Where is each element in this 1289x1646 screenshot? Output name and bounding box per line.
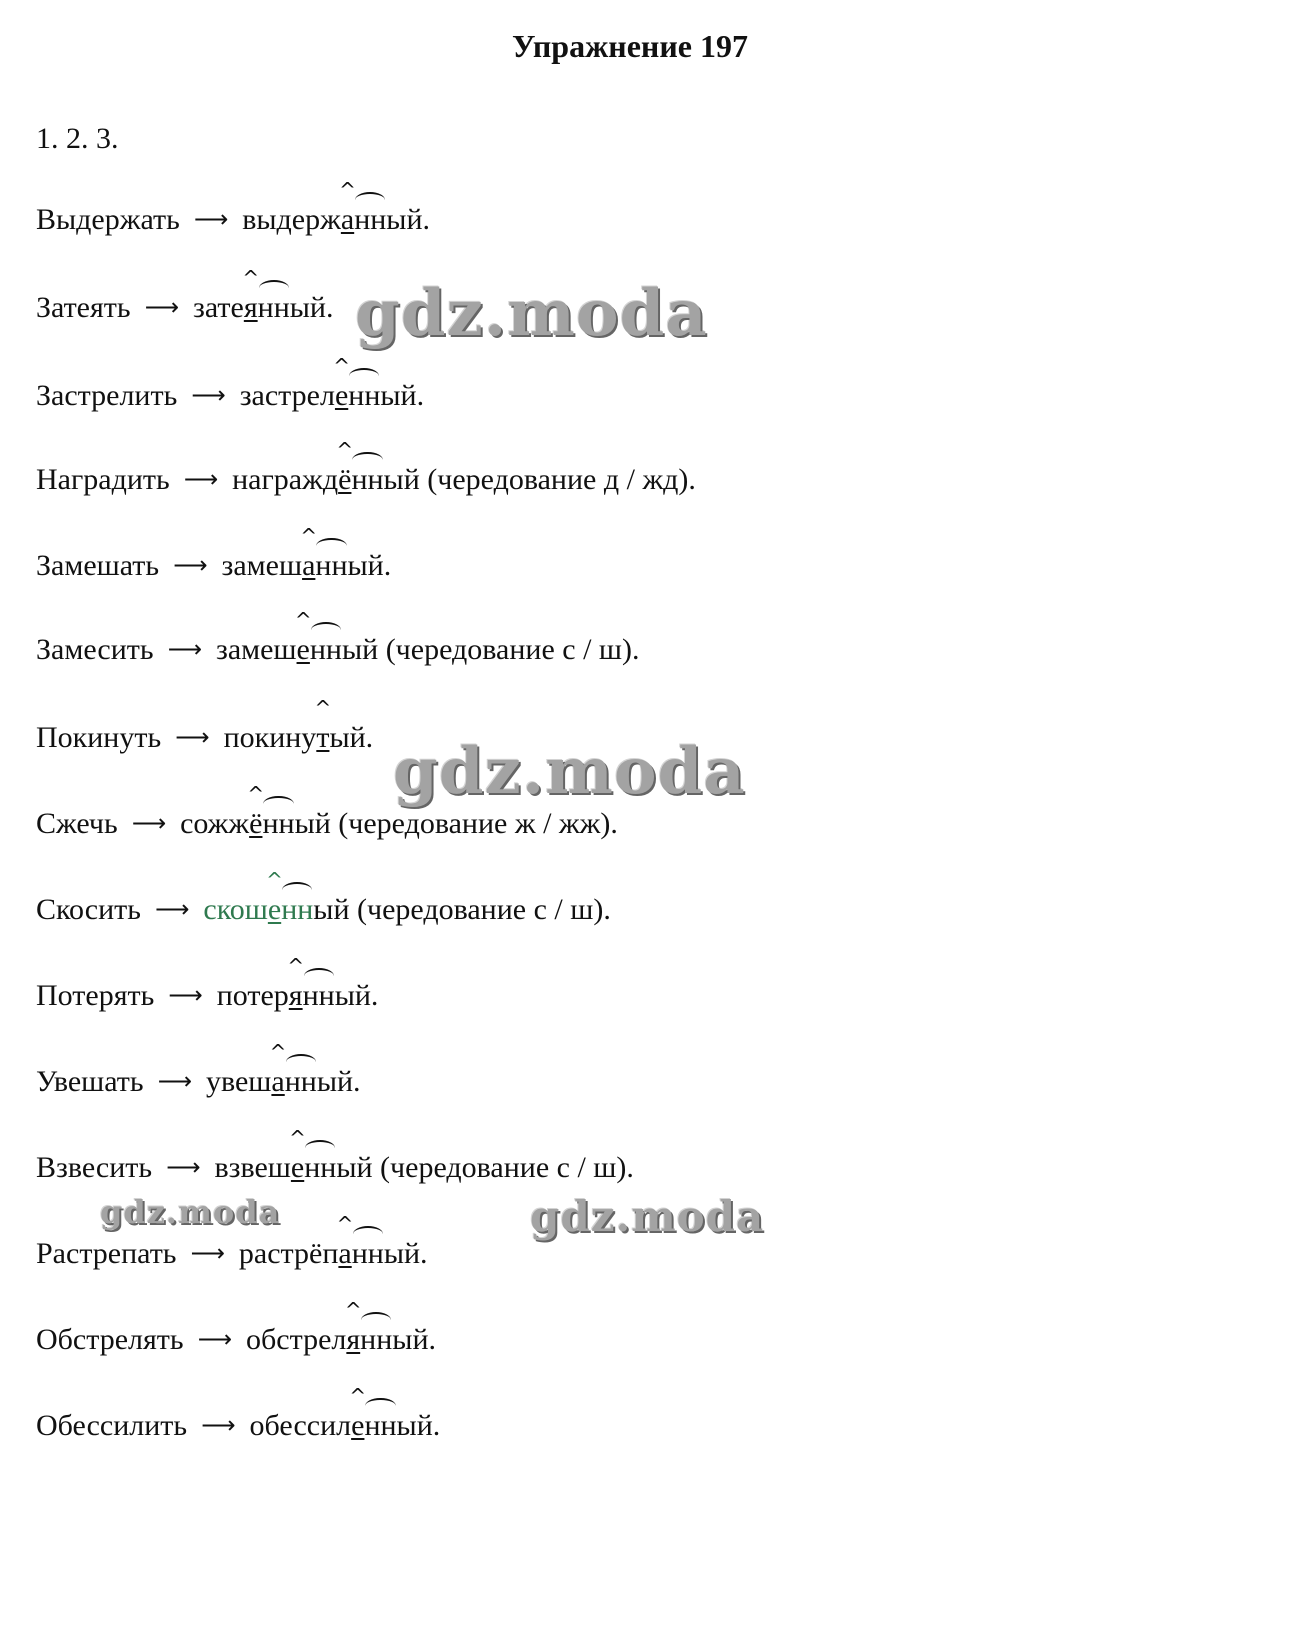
arrow-right-icon: ⟶ bbox=[168, 981, 203, 1009]
participle-ending-note: ый. bbox=[329, 721, 374, 754]
participle-word bbox=[232, 438, 384, 498]
arrow-right-icon: ⟶ bbox=[131, 809, 167, 837]
participle-word bbox=[216, 954, 335, 1014]
suffix-caret-icon: ^ bbox=[349, 1384, 367, 1408]
infinitive-verb: Наградить bbox=[36, 463, 170, 496]
infinitive-verb: Замесить bbox=[36, 633, 154, 666]
participle-suffix: нн bbox=[351, 1237, 384, 1270]
suffix-caret-icon: ^ bbox=[247, 782, 265, 806]
suffix-vowel-letter: я bbox=[288, 979, 303, 1012]
task-numbers: 1. 2. 3. bbox=[36, 122, 119, 155]
participle-suffix: нн bbox=[302, 979, 335, 1012]
infinitive-verb: Застрелить bbox=[36, 379, 178, 412]
arrow-right-icon: ⟶ bbox=[144, 293, 179, 321]
participle-word bbox=[214, 1126, 337, 1186]
suffix-vowel-letter: ё bbox=[338, 463, 352, 496]
participle-stem: сожж bbox=[180, 807, 250, 840]
suffix-caret-icon: ^ bbox=[242, 266, 260, 290]
suffix-vowel bbox=[269, 1040, 287, 1100]
suffix-caret-icon: ^ bbox=[333, 354, 350, 378]
participle-ending-note: ый. bbox=[316, 1065, 361, 1098]
suffix-caret-icon: ^ bbox=[344, 1298, 362, 1322]
participle-suffix: нн bbox=[364, 1409, 397, 1442]
participle-ending-note: ый. bbox=[380, 379, 425, 412]
arrow-right-icon: ⟶ bbox=[183, 465, 219, 493]
list-item bbox=[36, 954, 379, 1015]
participle-ending-note: ый. bbox=[386, 203, 431, 236]
suffix-vowel bbox=[336, 438, 354, 498]
list-item bbox=[36, 782, 618, 843]
participle-ending-note: ый (чередование д / жд). bbox=[383, 463, 696, 496]
suffix-vowel bbox=[266, 868, 283, 928]
list-item bbox=[36, 178, 431, 239]
suffix-caret-icon: ^ bbox=[300, 524, 318, 548]
arrow-right-icon: ⟶ bbox=[197, 1325, 233, 1353]
participle-suffix: нн bbox=[281, 893, 314, 926]
suffix-vowel bbox=[247, 782, 265, 842]
suffix-caret-icon: ^ bbox=[314, 696, 332, 720]
participle-word bbox=[221, 524, 348, 584]
suffix-vowel-letter: ё bbox=[249, 807, 263, 840]
infinitive-verb: Замешать bbox=[36, 549, 160, 582]
participle-stem: замеш bbox=[215, 633, 297, 666]
exercise-title: Упражнение 197 bbox=[511, 28, 748, 64]
participle-ending-note: ый. bbox=[334, 979, 379, 1012]
arrow-right-icon: ⟶ bbox=[154, 895, 190, 923]
participle-stem: потер bbox=[216, 979, 289, 1012]
participle-ending-note: ый. bbox=[289, 291, 334, 324]
watermark-logo: gdz.moda bbox=[100, 1193, 281, 1231]
participle-suffix: нн bbox=[315, 549, 348, 582]
participle-word bbox=[238, 1212, 384, 1272]
list-item bbox=[36, 868, 611, 929]
suffix-vowel bbox=[314, 696, 332, 756]
infinitive-verb: Обстрелять bbox=[36, 1323, 184, 1356]
suffix-caret-icon: ^ bbox=[336, 1212, 354, 1236]
infinitive-verb: Взвесить bbox=[36, 1151, 153, 1184]
suffix-vowel bbox=[336, 1212, 354, 1272]
participle-word bbox=[203, 868, 314, 928]
infinitive-verb: Увешать bbox=[36, 1065, 144, 1098]
list-item bbox=[36, 266, 334, 327]
infinitive-verb: Выдержать bbox=[36, 203, 180, 236]
participle-word bbox=[215, 608, 342, 668]
infinitive-verb: Сжечь bbox=[36, 807, 118, 840]
participle-ending-note: ый (чередование с / ш). bbox=[313, 893, 611, 926]
participle-stem: выдерж bbox=[242, 203, 341, 236]
infinitive-verb: Растрепать bbox=[36, 1237, 177, 1270]
list-item bbox=[36, 1298, 436, 1359]
infinitive-verb: Затеять bbox=[36, 291, 131, 324]
participle-ending-note: ый. bbox=[383, 1237, 428, 1270]
suffix-caret-icon: ^ bbox=[266, 868, 283, 892]
suffix-vowel bbox=[242, 266, 260, 326]
suffix-vowel bbox=[294, 608, 312, 668]
watermark-logo: gdz.moda bbox=[530, 1192, 765, 1241]
suffix-vowel-letter: е bbox=[267, 893, 282, 926]
participle-suffix: нн bbox=[284, 1065, 317, 1098]
list-item bbox=[36, 608, 640, 669]
infinitive-verb: Покинуть bbox=[36, 721, 162, 754]
suffix-caret-icon: ^ bbox=[287, 954, 305, 978]
suffix-caret-icon: ^ bbox=[269, 1040, 287, 1064]
suffix-vowel bbox=[339, 178, 356, 238]
list-item bbox=[36, 1040, 361, 1101]
suffix-caret-icon: ^ bbox=[294, 608, 312, 632]
arrow-right-icon: ⟶ bbox=[201, 1411, 236, 1439]
participle-suffix: нн bbox=[360, 1323, 393, 1356]
suffix-caret-icon: ^ bbox=[336, 438, 354, 462]
suffix-vowel bbox=[289, 1126, 306, 1186]
participle-suffix: нн bbox=[354, 203, 387, 236]
participle-word bbox=[246, 1298, 393, 1358]
arrow-right-icon: ⟶ bbox=[191, 381, 226, 409]
infinitive-verb: Потерять bbox=[36, 979, 155, 1012]
participle-suffix: нн bbox=[309, 633, 342, 666]
arrow-right-icon: ⟶ bbox=[166, 1153, 201, 1181]
suffix-vowel bbox=[349, 1384, 367, 1444]
participle-suffix: нн bbox=[262, 807, 295, 840]
participle-ending-note: ый (чередование с / ш). bbox=[336, 1151, 634, 1184]
list-item bbox=[36, 1126, 634, 1187]
suffix-vowel bbox=[333, 354, 350, 414]
participle-suffix: нн bbox=[348, 379, 381, 412]
participle-word bbox=[242, 178, 387, 238]
suffix-vowel-letter: а bbox=[338, 1237, 352, 1270]
list-item bbox=[36, 524, 392, 585]
participle-ending-note: ый (чередование ж / жж). bbox=[294, 807, 618, 840]
suffix-vowel-letter: е bbox=[296, 633, 310, 666]
suffix-vowel bbox=[287, 954, 305, 1014]
list-item bbox=[36, 438, 696, 499]
arrow-right-icon: ⟶ bbox=[157, 1067, 192, 1095]
arrow-right-icon: ⟶ bbox=[167, 635, 202, 663]
participle-ending-note: ый. bbox=[396, 1409, 441, 1442]
participle-stem: застрел bbox=[239, 379, 335, 412]
suffix-vowel-letter: я bbox=[243, 291, 258, 324]
participle-ending-note: ый (чередование с / ш). bbox=[341, 633, 640, 666]
participle-suffix: нн bbox=[257, 291, 290, 324]
suffix-vowel-letter: е bbox=[290, 1151, 305, 1184]
list-item bbox=[36, 696, 374, 757]
participle-word bbox=[223, 696, 332, 756]
suffix-caret-icon: ^ bbox=[289, 1126, 306, 1150]
participle-stem: замеш bbox=[221, 549, 303, 582]
participle-word bbox=[239, 354, 381, 414]
participle-ending-note: ый. bbox=[347, 549, 392, 582]
participle-stem: скош bbox=[203, 893, 268, 926]
participle-stem: награжд bbox=[232, 463, 339, 496]
suffix-vowel-letter: а bbox=[340, 203, 355, 236]
watermark-logo: gdz.moda bbox=[393, 734, 746, 809]
arrow-right-icon: ⟶ bbox=[173, 551, 208, 579]
suffix-caret-icon: ^ bbox=[339, 178, 356, 202]
arrow-right-icon: ⟶ bbox=[193, 205, 229, 233]
arrow-right-icon: ⟶ bbox=[190, 1239, 225, 1267]
participle-stem: покину bbox=[223, 721, 317, 754]
participle-stem: растрёп bbox=[238, 1237, 339, 1270]
participle-stem: обессил bbox=[249, 1409, 352, 1442]
suffix-vowel-letter: е bbox=[334, 379, 349, 412]
participle-word bbox=[193, 266, 290, 326]
participle-suffix: нн bbox=[304, 1151, 337, 1184]
infinitive-verb: Скосить bbox=[36, 893, 141, 926]
suffix-vowel bbox=[344, 1298, 362, 1358]
participle-stem: обстрел bbox=[246, 1323, 347, 1356]
participle-ending-note: ый. bbox=[392, 1323, 436, 1356]
suffix-vowel bbox=[300, 524, 318, 584]
participle-stem: взвеш bbox=[214, 1151, 291, 1184]
participle-stem: увеш bbox=[206, 1065, 272, 1098]
infinitive-verb: Обессилить bbox=[36, 1409, 188, 1442]
watermark-logo: gdz.moda bbox=[355, 276, 708, 351]
suffix-vowel-letter: е bbox=[351, 1409, 365, 1442]
suffix-vowel-letter: т bbox=[316, 721, 330, 754]
participle-stem: зате bbox=[193, 291, 244, 324]
list-item bbox=[36, 1384, 441, 1445]
arrow-right-icon: ⟶ bbox=[175, 723, 210, 751]
list-item bbox=[36, 354, 425, 415]
suffix-vowel-letter: а bbox=[271, 1065, 285, 1098]
participle-word bbox=[206, 1040, 317, 1100]
suffix-vowel-letter: а bbox=[302, 549, 316, 582]
suffix-vowel-letter: я bbox=[346, 1323, 361, 1356]
participle-word bbox=[249, 1384, 397, 1444]
participle-word bbox=[180, 782, 295, 842]
participle-suffix: нн bbox=[351, 463, 384, 496]
